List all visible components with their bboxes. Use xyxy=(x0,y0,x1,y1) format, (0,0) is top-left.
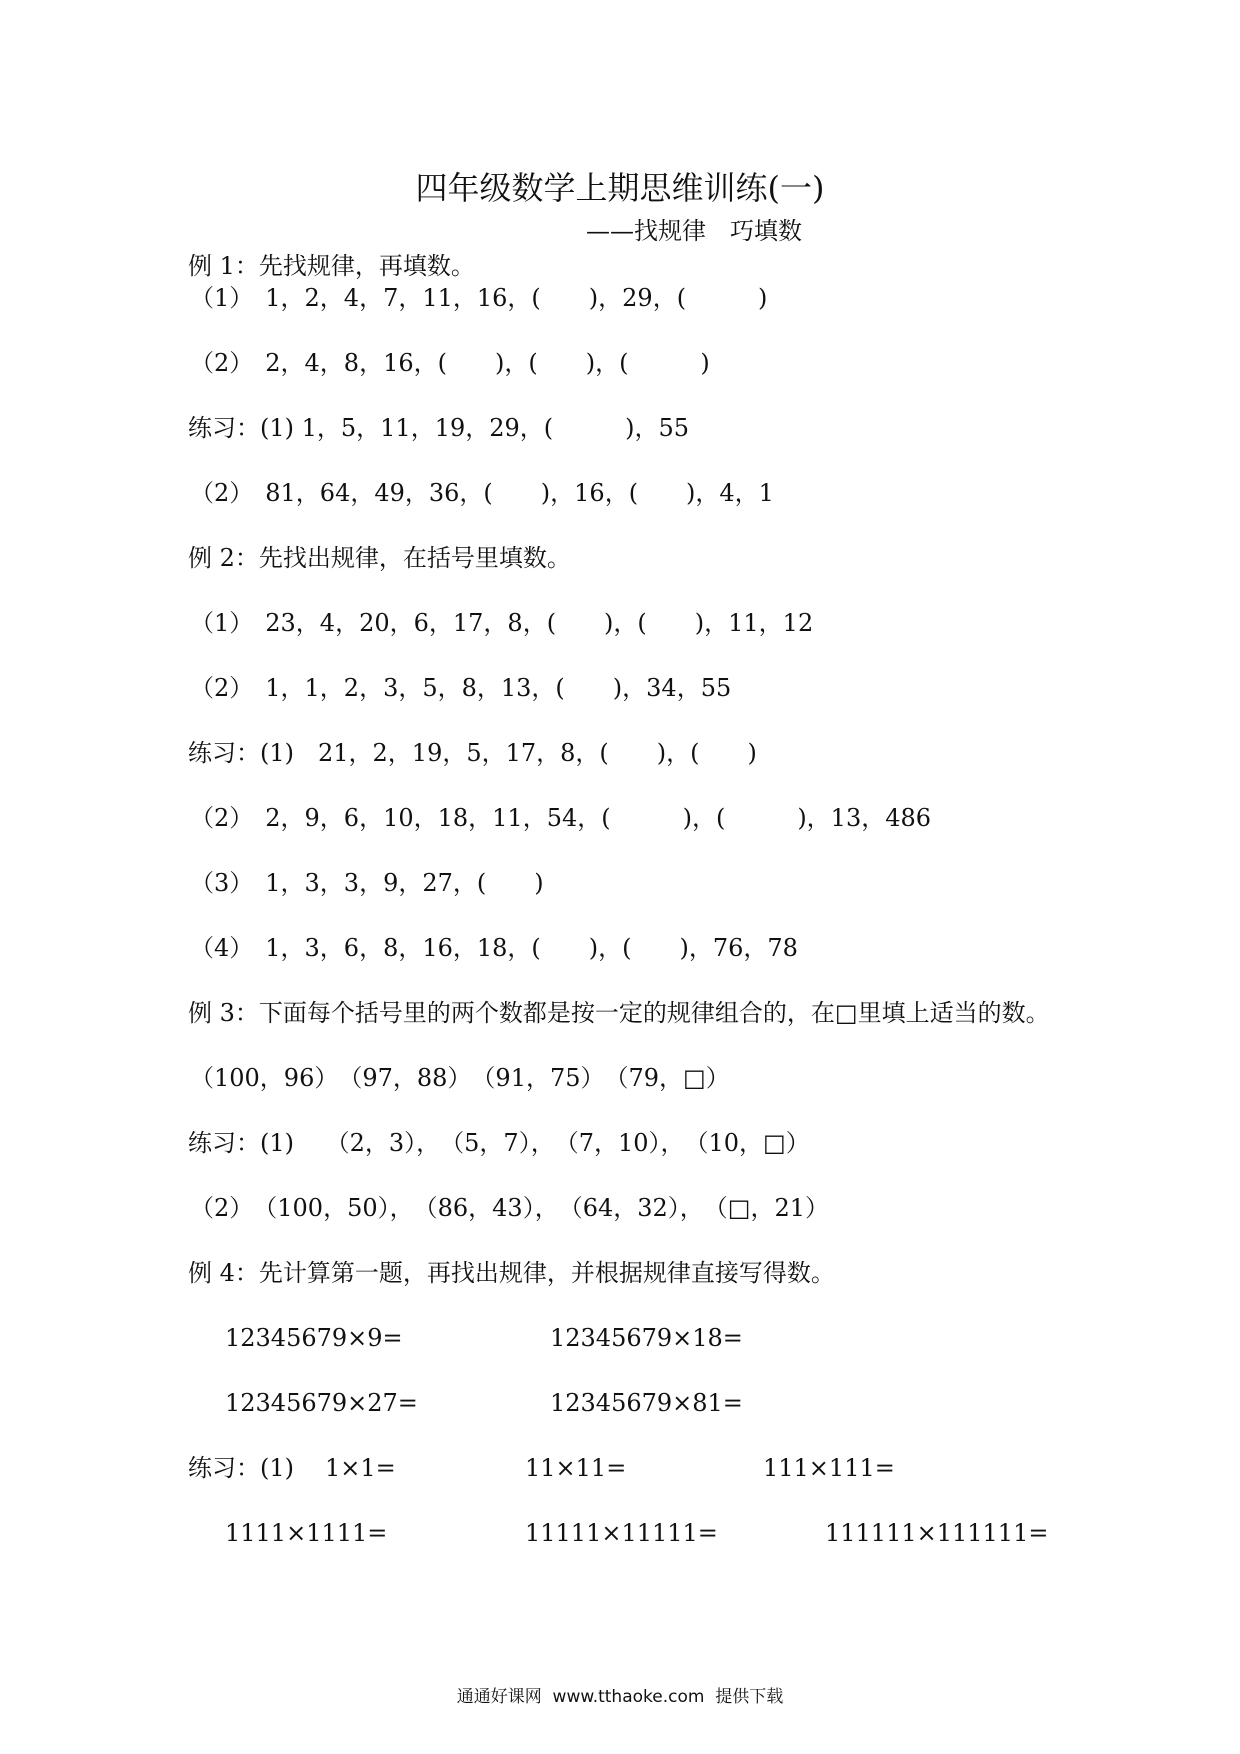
practice-3-item-2: （2） （100，50）， （86，43）， （64，32）， （□，21） xyxy=(190,1194,829,1222)
practice-2-item-4: （4） 1，3，6，8，16，18，( )，( )，76，78 xyxy=(190,934,798,962)
example-4-calc: 12345679×81= xyxy=(550,1389,743,1417)
practice-3-item-1: 练习：(1) （2，3）， （5，7）， （7，10）， （10，□） xyxy=(188,1129,810,1157)
practice-2-item-1: 练习：(1) 21，2，19，5，17，8，( )，( ) xyxy=(188,739,757,767)
practice-2-item-2: （2） 2，9，6，10，18，11，54，( )，( )，13，486 xyxy=(190,804,932,832)
footer-source: 通通好课网 www.tthaoke.com 提供下载 xyxy=(456,1687,784,1707)
example-4-calc: 12345679×9= xyxy=(225,1324,403,1352)
example-1-item-2: （2） 2，4，8，16，( )，( )，( ) xyxy=(190,349,710,377)
practice-1-item-2: （2） 81，64，49，36，( )，16，( )，4，1 xyxy=(190,479,774,507)
example-4-calc: 12345679×27= xyxy=(225,1389,418,1417)
example-2-item-1: （1） 23，4，20，6，17，8，( )，( )，11，12 xyxy=(190,609,814,637)
practice-4-calc: 111111×111111= xyxy=(825,1519,1049,1547)
example-2-item-2: （2） 1，1，2，3，5，8，13，( )，34，55 xyxy=(190,674,732,702)
page-title: 四年级数学上期思维训练(一) xyxy=(415,169,825,207)
example-1-item-1: （1） 1，2，4，7，11，16，( )，29，( ) xyxy=(190,284,768,312)
practice-4-calc: 11111×11111= xyxy=(525,1519,718,1547)
practice-4-label: 练习：(1) xyxy=(188,1454,294,1482)
practice-1-item-1: 练习：(1) 1，5，11，19，29，( )，55 xyxy=(188,414,690,442)
example-4-heading: 例 4：先计算第一题，再找出规律，并根据规律直接写得数。 xyxy=(188,1259,835,1287)
example-3-heading: 例 3：下面每个括号里的两个数都是按一定的规律组合的，在□里填上适当的数。 xyxy=(188,999,1050,1027)
practice-2-item-3: （3） 1，3，3，9，27，( ) xyxy=(190,869,544,897)
example-2-heading: 例 2：先找出规律，在括号里填数。 xyxy=(188,544,571,572)
example-3-pairs: （100，96） （97，88） （91，75） （79，□） xyxy=(190,1064,730,1092)
page-subtitle: ——找规律 巧填数 xyxy=(586,217,802,245)
practice-4-calc: 1×1= xyxy=(325,1454,396,1482)
practice-4-calc: 11×11= xyxy=(525,1454,627,1482)
example-4-calc: 12345679×18= xyxy=(550,1324,743,1352)
practice-4-calc: 111×111= xyxy=(763,1454,895,1482)
example-1-heading: 例 1：先找规律，再填数。 xyxy=(188,252,475,280)
practice-4-calc: 1111×1111= xyxy=(225,1519,388,1547)
